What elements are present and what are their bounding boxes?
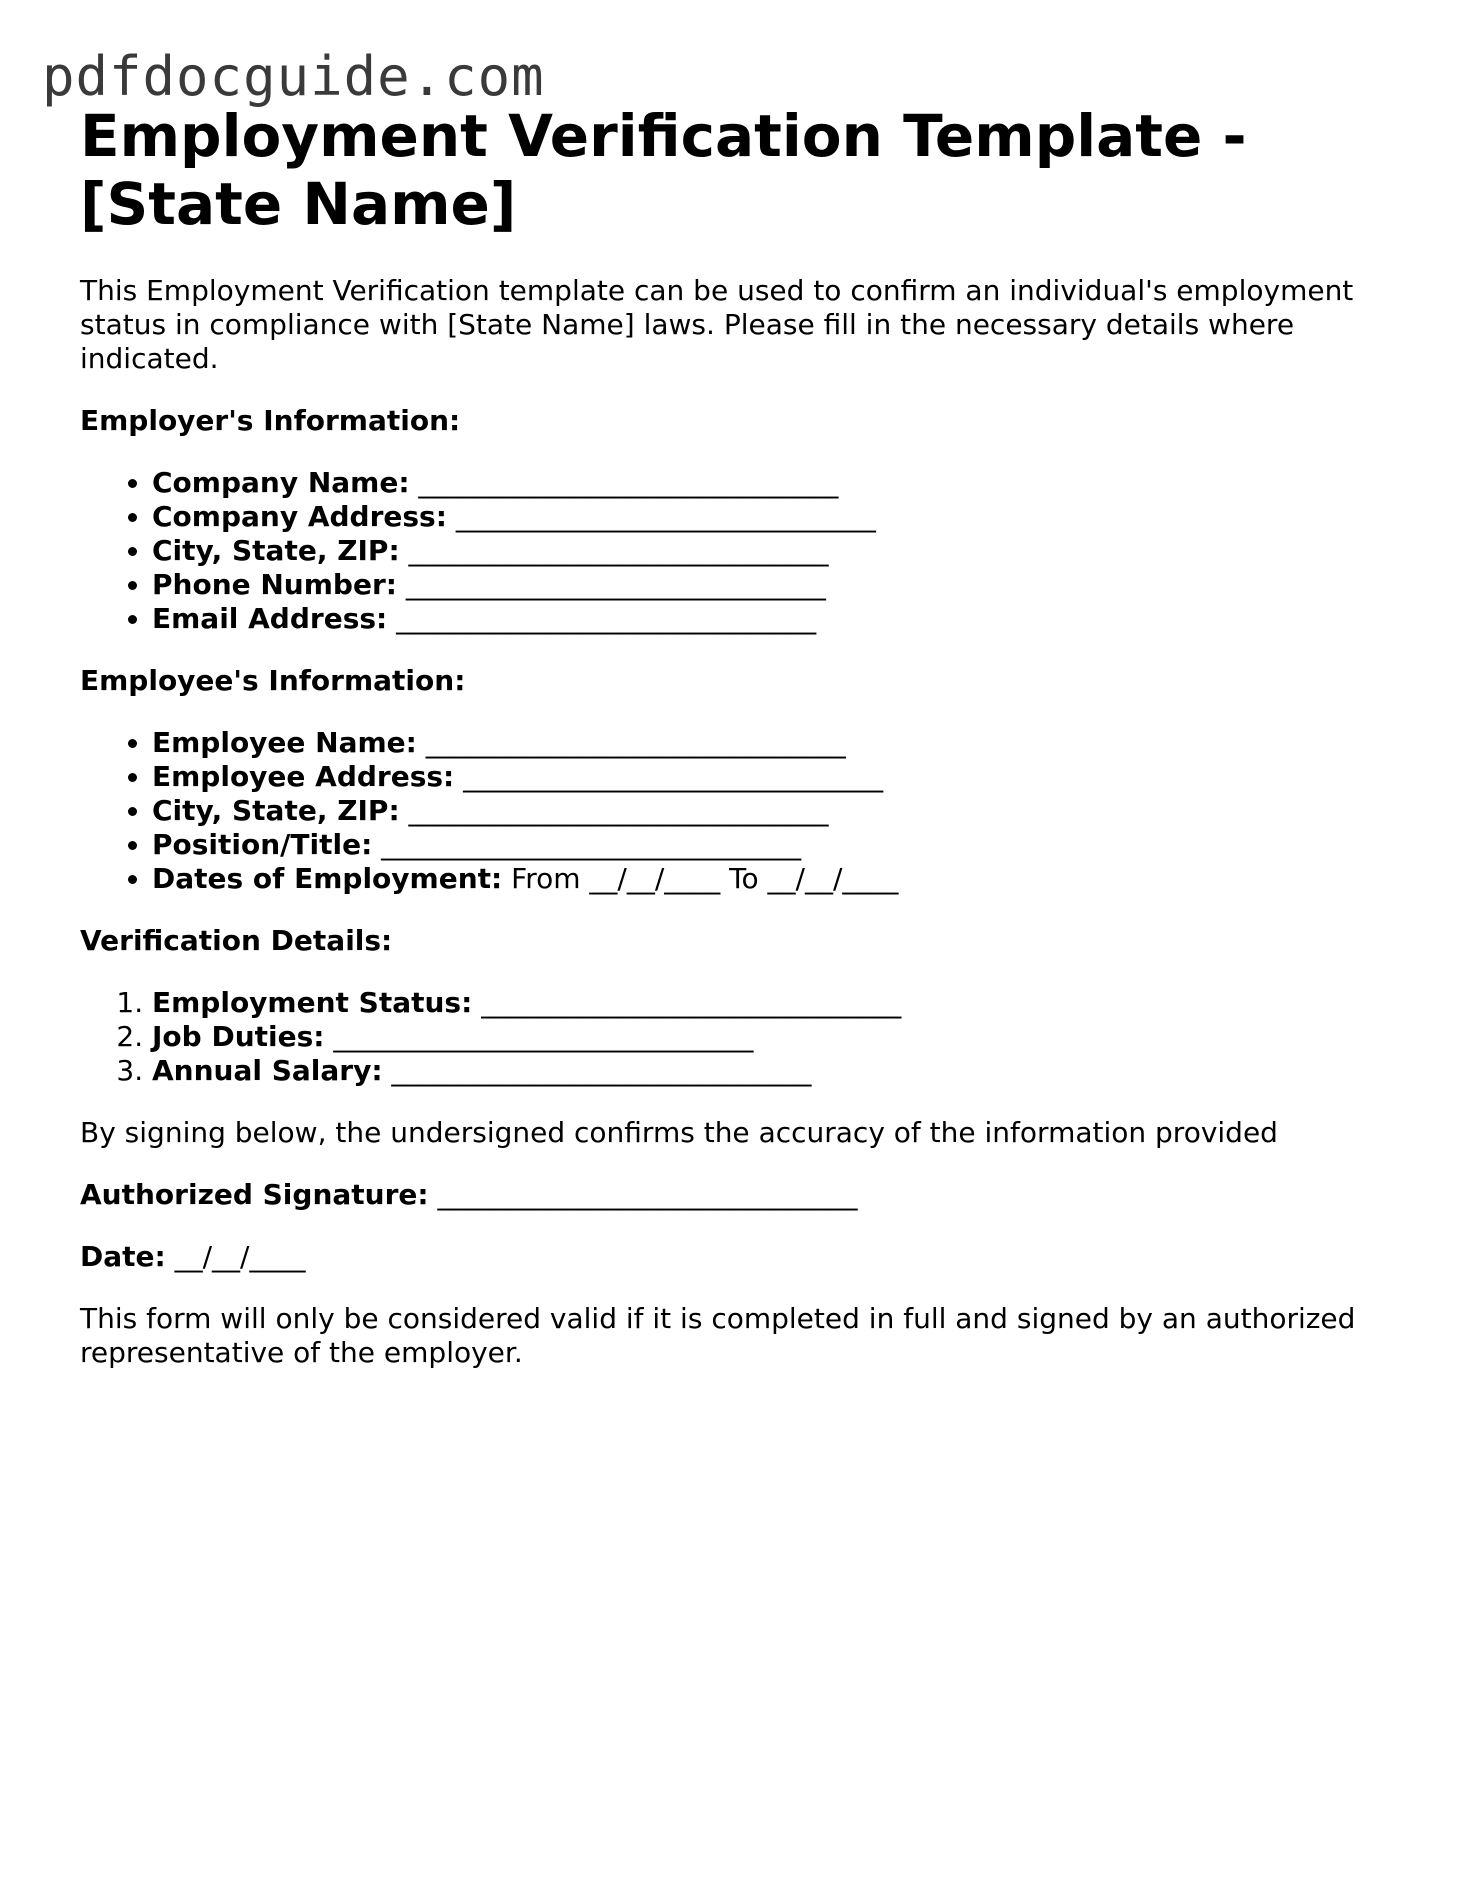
field-label: City, State, ZIP: <box>152 534 400 567</box>
employee-city-state-zip-field <box>152 794 1400 828</box>
field-blank[interactable]: ______________________________ <box>454 760 884 793</box>
field-blank[interactable]: ______________________________ <box>409 466 839 499</box>
company-name-field <box>152 466 1400 500</box>
employment-status-field <box>152 986 1400 1020</box>
field-blank[interactable]: ______________________________ <box>324 1020 754 1053</box>
verification-field-list <box>80 986 1400 1088</box>
employer-city-state-zip-field <box>152 534 1400 568</box>
employee-name-field <box>152 726 1400 760</box>
field-blank[interactable]: ______________________________ <box>416 726 846 759</box>
job-duties-field <box>152 1020 1400 1054</box>
field-label: Company Address: <box>152 500 447 533</box>
field-label: Company Name: <box>152 466 410 499</box>
email-address-field <box>152 602 1400 636</box>
field-label: Employee Name: <box>152 726 417 759</box>
field-label: Position/Title: <box>152 828 373 861</box>
document-body <box>80 102 1400 1370</box>
validity-statement: This form will only be considered valid if it is completed in full and signed by an authorized representative of the employer. <box>80 1302 1356 1369</box>
field-label: Job Duties: <box>152 1020 325 1053</box>
annual-salary-field <box>152 1054 1400 1088</box>
position-title-field <box>152 828 1400 862</box>
employer-field-list <box>80 466 1400 636</box>
company-address-field <box>152 500 1400 534</box>
field-blank[interactable]: ______________________________ <box>446 500 876 533</box>
page-title: Employment Verification Template - [State Name] <box>80 102 1247 238</box>
field-label: Employment Status: <box>152 986 473 1019</box>
employer-heading: Employer's Information: <box>80 404 461 437</box>
phone-number-field <box>152 568 1400 602</box>
field-blank[interactable]: ______________________________ <box>396 568 826 601</box>
field-label: Annual Salary: <box>152 1054 383 1087</box>
employee-address-field <box>152 760 1400 794</box>
intro-paragraph: This Employment Verification template can be used to confirm an individual's employment status in compliance with [State Name] laws. Please fill in the necessary details where indicated. <box>80 274 1354 375</box>
watermark-logo: pdfdocguide.com <box>42 45 545 108</box>
field-label: Dates of Employment: <box>152 862 503 895</box>
employee-heading: Employee's Information: <box>80 664 466 697</box>
field-blank[interactable]: ______________________________ <box>399 534 829 567</box>
field-blank[interactable]: ______________________________ <box>387 602 817 635</box>
field-blank[interactable]: ______________________________ <box>399 794 829 827</box>
field-blank[interactable]: From __/__/____ To __/__/____ <box>502 862 899 895</box>
field-blank[interactable]: ______________________________ <box>372 828 802 861</box>
field-label: Date: <box>80 1240 166 1273</box>
field-blank[interactable]: ______________________________ <box>382 1054 812 1087</box>
field-label: City, State, ZIP: <box>152 794 400 827</box>
field-label: Authorized Signature: <box>80 1178 429 1211</box>
employee-field-list <box>80 726 1400 896</box>
field-blank[interactable]: __/__/____ <box>165 1240 306 1273</box>
signature-field <box>80 1178 1400 1212</box>
dates-of-employment-field <box>152 862 1400 896</box>
verification-heading: Verification Details: <box>80 924 393 957</box>
consent-statement: By signing below, the undersigned confirms the accuracy of the information provided <box>80 1116 1278 1149</box>
field-label: Phone Number: <box>152 568 397 601</box>
field-blank[interactable]: ______________________________ <box>472 986 902 1019</box>
date-field <box>80 1240 1400 1274</box>
field-blank[interactable]: ______________________________ <box>428 1178 858 1211</box>
field-label: Employee Address: <box>152 760 455 793</box>
field-label: Email Address: <box>152 602 388 635</box>
